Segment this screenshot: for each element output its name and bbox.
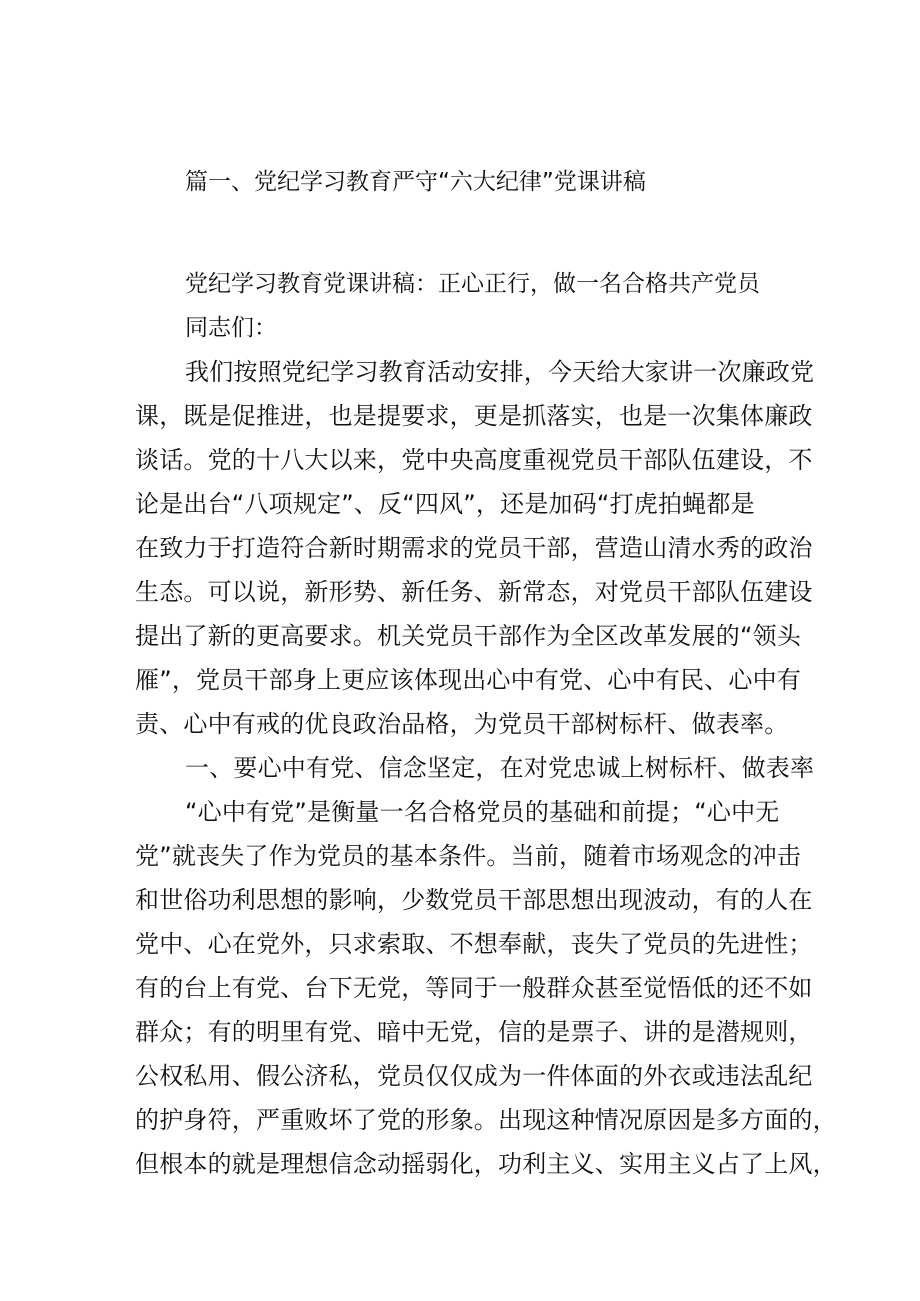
body-line: 在致力于打造符合新时期需求的党员干部，营造山清水秀的政治 [135, 534, 813, 562]
body-line: 党”就丧失了作为党员的基本条件。当前，随着市场观念的冲击 [135, 842, 802, 870]
body-line: 群众；有的明里有党、暗中无党，信的是票子、讲的是潜规则， [135, 1018, 813, 1046]
body-line: “心中有党”是衡量一名合格党员的基础和前提；“心中无 [185, 798, 780, 826]
body-line: 雁”，党员干部身上更应该体现出心中有党、心中有民、心中有 [135, 666, 802, 694]
section-heading: 一、要心中有党、信念坚定，在对党忠诚上树标杆、做表率 [185, 754, 815, 782]
body-line: 论是出台“八项规定”、反“四风”，还是加码“打虎拍蝇都是 [135, 490, 755, 518]
body-line: 生态。可以说，新形势、新任务、新常态，对党员干部队伍建设 [135, 578, 813, 606]
body-line: 党中、心在党外，只求索取、不想奉献，丧失了党员的先进性； [135, 930, 813, 958]
body-line: 我们按照党纪学习教育活动安排，今天给大家讲一次廉政党 [185, 358, 815, 386]
body-line: 谈话。党的十八大以来，党中央高度重视党员干部队伍建设，不 [135, 446, 813, 474]
body-line: 责、心中有戒的优良政治品格，为党员干部树标杆、做表率。 [135, 710, 789, 738]
body-line: 提出了新的更高要求。机关党员干部作为全区改革发展的“领头 [135, 622, 802, 650]
body-line: 和世俗功利思想的影响，少数党员干部思想出现波动，有的人在 [135, 886, 813, 914]
greeting: 同志们： [185, 315, 277, 341]
body-line: 课，既是促推进，也是提要求，更是抓落实，也是一次集体廉政 [135, 402, 813, 430]
body-line: 有的台上有党、台下无党，等同于一般群众甚至觉悟低的还不如 [135, 974, 813, 1002]
body-line: 的护身符，严重败坏了党的形象。出现这种情况原因是多方面的， [135, 1106, 837, 1134]
document-subtitle: 党纪学习教育党课讲稿：正心正行，做一名合格共产党员 [185, 271, 760, 297]
document-title: 篇一、党纪学习教育严守“六大纪律”党课讲稿 [185, 169, 646, 195]
body-line: 公权私用、假公济私，党员仅仅成为一件体面的外衣或违法乱纪 [135, 1062, 813, 1090]
body-line: 但根本的就是理想信念动摇弱化，功利主义、实用主义占了上风， [135, 1150, 837, 1178]
